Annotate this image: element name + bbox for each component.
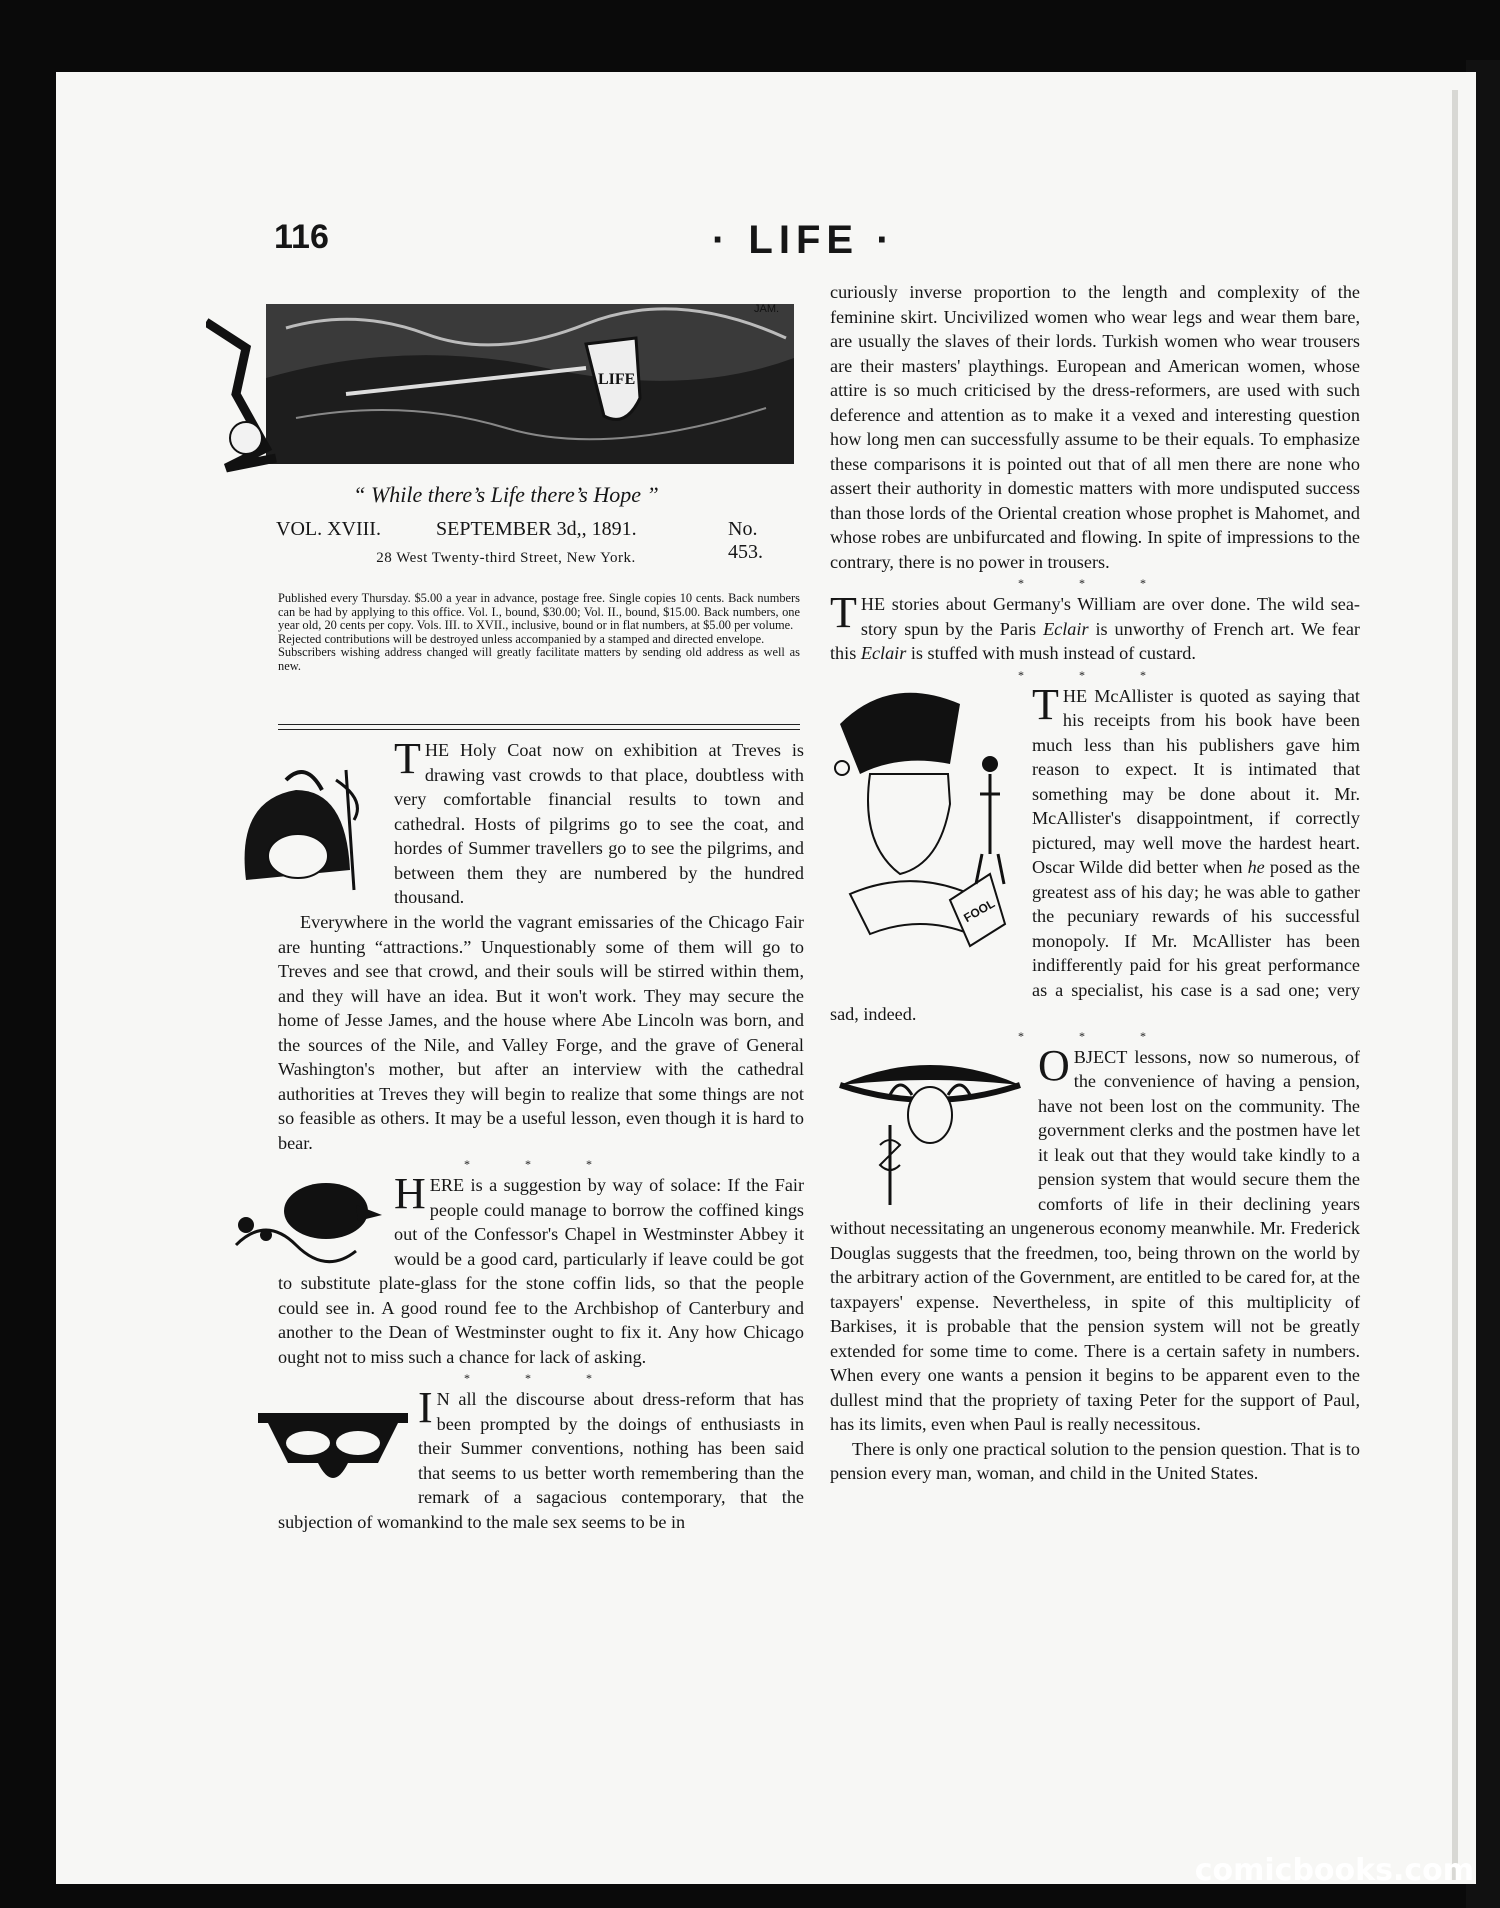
mole-illustration: [226, 1175, 386, 1265]
article-holy-coat: [278, 734, 804, 1155]
ornament-illustration: [258, 1413, 408, 1493]
publisher-address: 28 West Twenty-third Street, New York.: [376, 550, 636, 566]
section-stars: * * *: [464, 1371, 618, 1385]
pilgrim-illustration: [226, 760, 386, 910]
article-pension: [830, 1040, 1360, 1486]
dropcap-letter: H: [394, 1169, 426, 1218]
artist-signature: JAM.: [754, 303, 780, 315]
paragraph-text: ERE is a suggestion by way of solace: If the Fair people could manage to borrow the coffined kings out of the Confessor's Chapel in Westminster Abbey it would be a good card, particularly if leave could be got to substitute plate-glass for the stone coffin lids, so that the people could see in. A good round fee to the Archbishop of Canterbury and another to the Dean of Westminster ought to fix it. Any how Chicago ought not to miss such a chance for lack of asking.: [278, 1175, 804, 1367]
section-stars: * * *: [1018, 576, 1172, 590]
fool-label: FOOL: [961, 895, 998, 925]
paragraph-text: BJECT lessons, now so numerous, of the convenience of having a pension, have not been lost on the community. The government clerks and the postmen have let it leak out that they would take kindly to a pension system that would secure them the comforts of life in their declining years without necessitating an ungenerous economy meanwhile. Mr. Frederick Douglas suggests that the freedmen, too, being thrown on the world by the arbitrary action of the Government, are entitled to be cared for, at the taxpayers' expense. Nevertheless, in spite of this multiplicity of Barkises, it is probable that the pension system will not be greatly extended for some time to come. There is a certain safety in numbers. When every one wants a pension it begins to be apparent even to the dullest mind that the propriety of taxing Peter for the support of Paul, has its limits, even when Paul is really necessitous.: [830, 1046, 1360, 1434]
mercury-illustration: [830, 1045, 1030, 1205]
fineprint-line: Subscribers wishing address changed will greatly facilitate matters by sending old address as well as new.: [278, 645, 800, 673]
paragraph-text: is unworthy of French art. We fear this: [830, 618, 1360, 663]
fineprint-line: Published every Thursday. $5.00 a year in advance, postage free. Single copies 10 cents. Back numbers can be had by applying to this office. Vol. I., bound, $30.00; Vol. II., bound, $15.00. Back numbers, one year old, 20 cents per copy. Vols. III. to XVII., inclusive, bound or in flat numbers, at $5.00 per volume.: [278, 591, 800, 632]
dropcap-letter: I: [418, 1383, 433, 1432]
paragraph-text: HE stories about Germany's William are over done. The wild sea-story spun by the Paris: [860, 594, 1360, 639]
dropcap-letter: T: [830, 588, 857, 637]
dropcap-letter: T: [1032, 679, 1059, 729]
emphasis-text: he: [1247, 857, 1265, 877]
volume-number: VOL. XVIII.: [276, 518, 381, 540]
paragraph-text: There is only one practical solution to the pension question. That is to pension every man, woman, and child in the United States.: [830, 1438, 1360, 1483]
masthead-title: · LIFE ·: [712, 218, 896, 262]
subscription-notice: [278, 592, 800, 673]
paragraph-text: HE Holy Coat now on exhibition at Treves is drawing vast crowds to that place, doubtless with very comfortable financial results to town and cathedral. Hosts of pilgrims go to see the coat, and hordes of Summer travellers go to see the pilgrims, and between them they are numbered by the hundred thousand.: [394, 740, 804, 907]
article-dress-reform: [278, 1383, 804, 1534]
next-page-edge: [1452, 90, 1458, 1880]
jester-illustration: [830, 684, 1020, 984]
paragraph-text: posed as the greatest ass of his day; he was able to gather the pecuniary rewards of his successful monopoly. If Mr. McAllister has been indifferently paid for his great performance as a specialist, his case is a sad one; very sad, indeed.: [830, 857, 1360, 1024]
issue-date: SEPTEMBER 3d,, 1891.: [436, 518, 637, 540]
article-germany: [830, 588, 1360, 666]
article-mcallister: [830, 679, 1360, 1027]
masthead-illustration: [206, 298, 810, 474]
issue-number: No. 453.: [728, 518, 763, 563]
article-solace: [278, 1169, 804, 1369]
divider-rule: [278, 729, 800, 730]
paragraph-text: curiously inverse proportion to the length and complexity of the feminine skirt. Uncivilized women who wear legs and wear them bare, are usually the slaves of their lords. Turkish women who wear trousers are their masters' playthings. European and American women, whose attire is so much criticised by the dress-reformers, are used with such deference and attention as to make it a vexed and interesting question how long men can successfully assume to be their equals. To emphasize these comparisons it is pointed out that of all men there are none who assert their authority in domestic matters with more undisputed success than those lords of the Oriental creation whose prophet is Mahomet, and whose robes are unbifurcated and flowing. In spite of impressions to the contrary, there is no power in trousers.: [830, 282, 1360, 572]
dropcap-letter: O: [1038, 1040, 1070, 1090]
paragraph-text: Everywhere in the world the vagrant emissaries of the Chicago Fair are hunting “attractions.” Unquestionably some of them will go to Treves and see that crowd, and their souls will be stirred within them, and they will have an idea. But it won't work. They may secure the home of Jesse James, and the house where Abe Lincoln was born, and the sources of the Nile, and Valley Forge, and the grave of General Washington's mother, but after an interview with the cathedral authorities at Treves they will begin to realize that some things are not so feasible as others. It may be a useful lesson, even though it is hard to bear.: [278, 912, 804, 1153]
paragraph-text: N all the discourse about dress-reform that has been prompted by the doings of enthusiasts in their Summer conventions, nothing has been said that seems to us better worth remembering than the remark of a sagacious contemporary, that the subjection of womankind to the male sex seems to be in: [278, 1389, 804, 1532]
paragraph-text: is stuffed with mush instead of custard.: [906, 643, 1196, 663]
section-stars: * * *: [1018, 667, 1172, 682]
emphasis-text: Eclair: [1043, 618, 1089, 639]
divider-rule: [278, 724, 800, 725]
section-stars: * * *: [1018, 1028, 1172, 1043]
emphasis-text: Eclair: [860, 643, 907, 663]
fineprint-line: Rejected contributions will be destroyed unless accompanied by a stamped and directed envelope.: [278, 631, 765, 646]
page-number: 116: [274, 218, 329, 256]
right-column: [830, 280, 1360, 1486]
masthead-motto: “ While there’s Life there’s Hope ”: [353, 482, 659, 507]
dropcap-letter: T: [394, 734, 421, 783]
shield-text: LIFE: [598, 371, 636, 388]
watermark: comicbooks.com: [1194, 1853, 1474, 1888]
left-column: [278, 734, 804, 1534]
paragraph-text: HE McAllister is quoted as saying that his receipts from his book have been much less than his publishers gave him reason to expect. It is intimated that something may be done about it. Mr. McAllister's disappointment, if correctly pictured, may well move the hardest heart. Oscar Wilde did better when: [1032, 685, 1360, 877]
section-stars: * * *: [464, 1157, 618, 1171]
